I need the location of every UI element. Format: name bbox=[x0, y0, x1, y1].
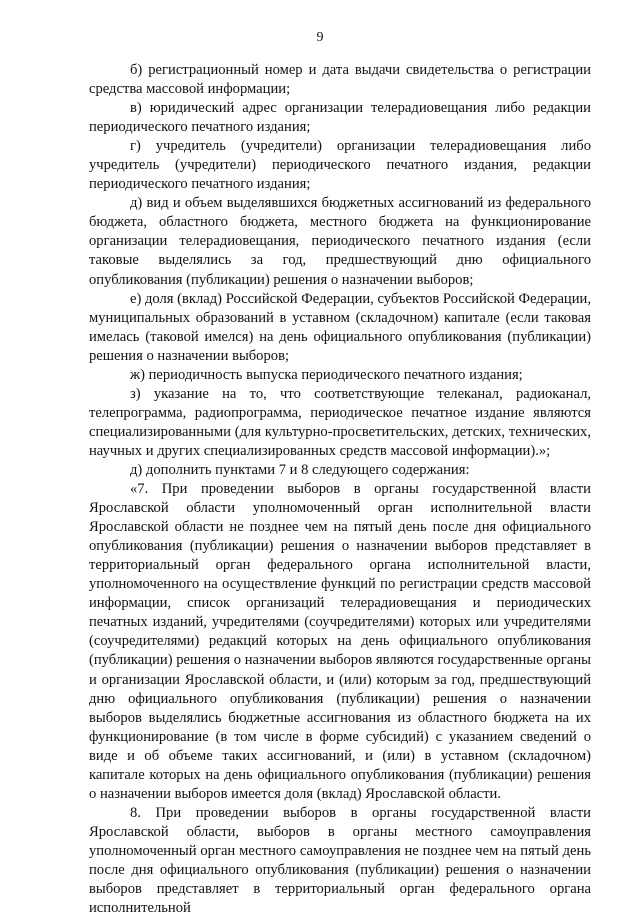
paragraph-item-8: 8. При проведении выборов в органы государственной власти Ярославской области, выборов в органы местного самоуправления уполномоченный орган местного самоуправления не позднее чем на пятый день после дня официального опубликования (публикации) решения о назначении выборов представляет в территориальный орган федерального органа исполнительной bbox=[89, 804, 591, 917]
paragraph-v: в) юридический адрес организации телерадиовещания либо редакции периодического печатного издания; bbox=[89, 100, 591, 136]
paragraph-g: г) учредитель (учредители) организации телерадиовещания либо учредитель (учредители) периодического печатного издания, редакции периодического печатного издания; bbox=[89, 138, 591, 193]
paragraph-zh: ж) периодичность выпуска периодического печатного издания; bbox=[130, 366, 523, 383]
paragraph-e: е) доля (вклад) Российской Федерации, субъектов Российской Федерации, муниципальных образований в уставном (складочном) капитале (если таковая имелась (таковой имелся) на день официального опубликования (публикации) решения о назначении выборов; bbox=[89, 290, 592, 364]
document-body bbox=[89, 61, 591, 918]
paragraph-z: з) указание на то, что соответствующие телеканал, радиоканал, телепрограмма, радиопрограмма, периодическое печатное издание являются специализированными (для культурно-просветительских, детских, технических, научных и других специализированных средств массовой информации).»; bbox=[89, 385, 591, 459]
paragraph-d: д) вид и объем выделявшихся бюджетных ассигнований из федерального бюджета, областного бюджета, местного бюджета на функционирование организации телерадиовещания, периодического печатного издания (если таковые выделялись за год, предшествующий дню официального опубликования (публикации) решения о назначении выборов; bbox=[89, 195, 591, 288]
page-number: 9 bbox=[316, 30, 324, 45]
paragraph-b: б) регистрационный номер и дата выдачи свидетельства о регистрации средства массовой информации; bbox=[89, 62, 591, 98]
paragraph-item-7: «7. При проведении выборов в органы государственной власти Ярославской области уполномоченный орган исполнительной власти Ярославской области не позднее чем на пятый день после дня официального опубликования (публикации) решения о назначении выборов представляет в территориальный орган федерального органа исполнительной власти, уполномоченного на осуществление функций по регистрации средств массовой информации, список организаций телерадиовещания и периодических печатных изданий, учредителями (соучредителями) которых или учредителями (соучредителями) редакций которых на день официального опубликования (публикации) решения о назначении выборов являются государственные органы и организации Ярославской области, и (или) которым за год, предшествующий дню официального опубликования (публикации) решения о назначении выборов выделялись бюджетные ассигнования из областного бюджета на их функционирование (в том числе в форме субсидий) с указанием сведений о виде и об объеме таких ассигнований, и (или) в уставном (складочном) капитале которых на день официального опубликования (публикации) решения о назначении выборов имеется доля (вклад) Ярославской области. bbox=[89, 481, 591, 802]
paragraph-amendment-intro: д) дополнить пунктами 7 и 8 следующего содержания: bbox=[130, 461, 470, 478]
